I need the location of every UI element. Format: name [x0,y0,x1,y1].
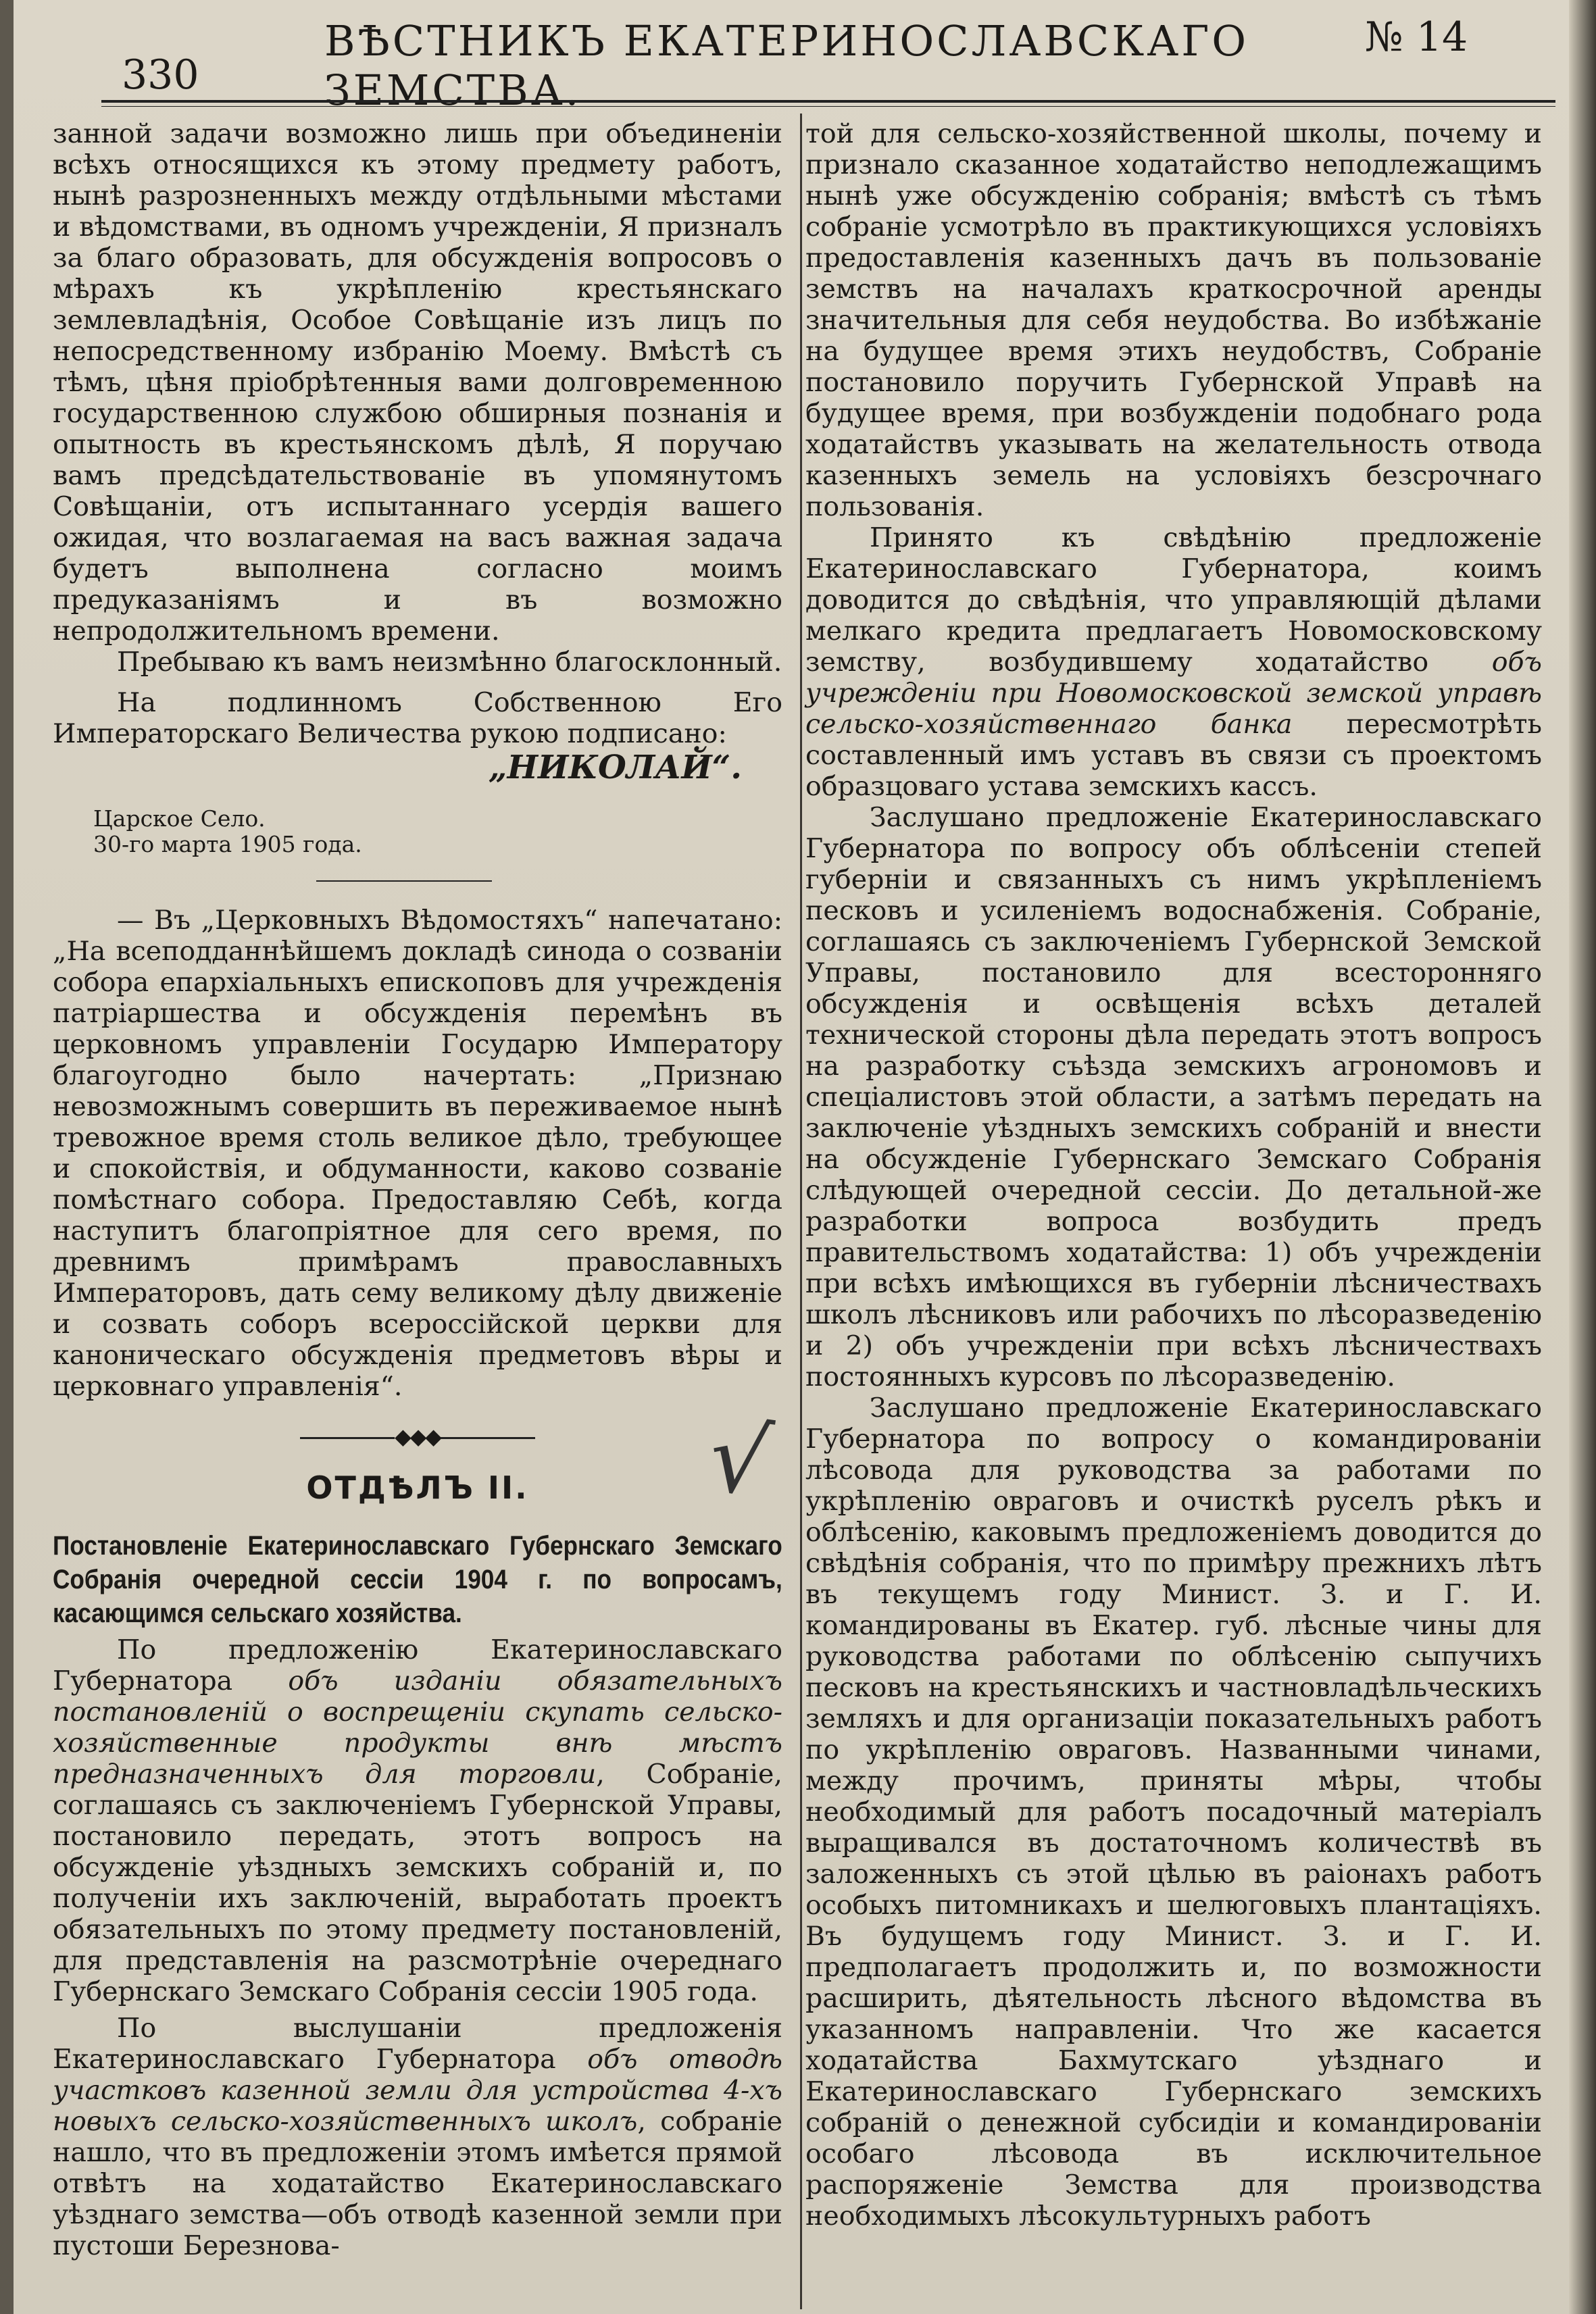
header-rule [101,100,1555,107]
left-column [53,118,782,2261]
left-paragraph-2: Пребываю къ вамъ неизмѣнно благосклонный. [117,647,782,678]
date: 30-го марта 1905 года. [93,831,362,857]
ornament-divider: ◆◆◆ [53,1421,782,1452]
issue-number: № 14 [1365,14,1468,61]
p6-text-b: , собранiе нашло, что въ предложенiи этомъ имѣется прямой отвѣтъ на ходатайство Екатеринославскаго уѣзднаго земства—объ отводѣ казенной земли при пустоши Березнова- [53,2106,782,2261]
right-paragraph-2 [805,522,1542,802]
rp2-text-b: пересмотрѣть составленный имъ уставъ въ связи съ проектомъ образцоваго устава земскихъ кассъ. [805,709,1542,802]
p6-italic: объ отводѣ участковъ казенной земли для устройства 4-хъ новыхъ сельско-хозяйственныхъ школъ [53,2044,782,2137]
right-paragraph-4: Заслушано предложенiе Екатеринославскаго Губернатора по вопросу о командированiи лѣсовода для руководства за работами по укрѣпленiю овраговъ и очисткѣ руселъ рѣкъ и облѣсенiю, каковымъ предложенiемъ доводится до свѣдѣнiя собранiя, что по примѣру прежнихъ лѣтъ въ текущемъ году Минист. З. и Г. И. командированы въ Екатер. губ. лѣсные чины для руководства работами по облѣсенiю сыпучихъ песковъ на крестьянскихъ и частновладѣльческихъ земляхъ и для организацiи показательныхъ работъ по укрѣпленiю овраговъ. Названными чинами, между прочимъ, приняты мѣры, чтобы необходимый для работъ посадочный матерiалъ выращивался въ достаточномъ количествѣ въ заложенныхъ съ этой цѣлью въ раiонахъ работъ особыхъ питомникахъ и шелюговыхъ плантацiяхъ. Въ будущемъ году Минист. З. и Г. И. предполагаетъ продолжить и, по возможности расширить, дѣятельность лѣсного вѣдомства въ указанномъ направленiи. Что же касается ходатайства Бахмутскаго уѣзднаго и Екатеринославскаго Губернскаго земскихъ собранiй о денежной субсидiи и командированiи особаго лѣсовода въ исключительное распоряженiе Земства для производства необходимыхъ лѣсокультурныхъ работъ [805,1392,1542,2232]
signature: „НИКОЛАЙ“. [489,749,742,786]
right-paragraph-1: той для сельско-хозяйственной школы, почему и признало сказанное ходатайство неподлежащимъ нынѣ уже обсужденiю собранiя; вмѣстѣ съ тѣмъ собранiе усмотрѣло въ практикующихся условiяхъ предоставленiя казенныхъ дачъ въ пользованiе земствъ на началахъ краткосрочной аренды значительныя для себя неудобства. Во избѣжанiе на будущее время этихъ неудобствъ, Собранiе постановило поручить Губернской Управѣ на будущее время, при возбужденiи подобнаго рода ходатайствъ указывать на желательность отвода казенныхъ земель на условiяхъ безсрочнаго пользованiя. [805,118,1542,522]
separator-rule [316,880,492,882]
right-paragraph-3: Заслушано предложенiе Екатеринославскаго Губернатора по вопросу объ облѣсенiи степей губернiи и связанныхъ съ нимъ укрѣпленiемъ песковъ и усиленiемъ водоснабженiя. Собранiе, соглашаясь съ заключенiемъ Губернской Земской Управы, постановило для всесторонняго обсужденiя и освѣщенiя всѣхъ деталей технической стороны дѣла передать этотъ вопросъ на разработку съѣзда земскихъ агрономовъ и спецiалистовъ этой области, а затѣмъ передать на заключенiе уѣздныхъ земскихъ собранiй и внести на обсужденiе Губернскаго Земскаго Собранiя слѣдующей очередной сессiи. До детальной-же разработки вопроса возбудить предъ правительствомъ ходатайства: 1) объ учрежденiи при всѣхъ имѣющихся въ губернiи лѣсничествахъ школъ лѣсниковъ или рабочихъ по лѣсоразведенiю и 2) объ учрежденiи при всѣхъ лѣсничествахъ постоянныхъ курсовъ по лѣсоразведенiю. [805,802,1542,1392]
rp2-italic: объ учрежденiи при Новомосковской земской управѣ сельско-хозяйственнаго банка [805,647,1542,740]
place: Царское Село. [93,805,266,832]
column-divider [800,114,802,2309]
left-paragraph-3: На подлинномъ Собственною Его Императорскаго Величества рукою подписано: [53,687,782,749]
p5-text-a: По предложенiю Екатеринославскаго Губернатора [53,1634,782,1696]
p6-text-a: По выслушанiи предложенiя Екатеринославскаго Губернатора [53,2013,782,2075]
handwritten-checkmark: √ [702,1401,778,1519]
section-title: ОТДѢЛЪ II. [306,1469,529,1506]
left-paragraph-1: занной задачи возможно лишь при объединенiи всѣхъ относящихся къ этому предмету работъ, нынѣ разрозненныхъ между отдѣльными мѣстами и вѣдомствами, въ одномъ учрежденiи, Я призналъ за благо образовать, для обсужденiя вопросовъ о мѣрахъ къ укрѣпленiю крестьянскаго землевладѣнiя, Особое Совѣщанiе изъ лицъ по непосредственному избранiю Моему. Вмѣстѣ съ тѣмъ, цѣня прiобрѣтенныя вами долговременною государственною службою обширныя познанiя и опытность въ крестьянскомъ дѣлѣ, Я поручаю вамъ предсѣдательствованiе въ упомянутомъ Совѣщанiи, отъ испытаннаго усердiя вашего ожидая, что возлагаемая на васъ важная задача будетъ выполнена согласно моимъ предуказанiямъ и въ возможно непродолжительномъ времени. [53,118,782,647]
page-header [101,4,1520,115]
left-paragraph-6 [53,2013,782,2261]
page-number: 330 [122,51,199,99]
place-date [93,806,782,857]
left-paragraph-4: — Въ „Церковныхъ Вѣдомостяхъ“ напечатано: „На всеподданнѣйшемъ докладѣ синода о созванiи собора епархiальныхъ епископовъ для учрежденiя патрiаршества и обсужденiя перемѣнъ въ церковномъ управленiи Государю Императору благоугодно было начертать: „Признаю невозможнымъ совершить въ переживаемое нынѣ тревожное время столь великое дѣло, требующее и спокойствiя, и обдуманности, каково созванiе помѣстнаго собора. Предоставляю Себѣ, когда наступитъ благопрiятное для сего время, по древнимъ примѣрамъ православныхъ Императоровъ, дать сему великому дѣлу движенiе и созвать соборъ всероссiйской церкви для каноническаго обсужденiя предметовъ вѣры и церковнаго управленiя“. [53,905,782,1402]
p5-text-b: , Собранiе, соглашаясь съ заключенiемъ Губернской Управы, постановило передать, этотъ вопросъ на обсужденiе уѣздныхъ земскихъ собранiй и, по полученiи ихъ заключенiй, выработать проектъ обязательныхъ по этому предмету постановленiй, для представленiя на разсмотрѣнiе очереднаго Губернскаго Земскаго Собранiя сессiи 1905 года. [53,1759,782,2007]
page-edge-shadow-right [1569,0,1596,2314]
p5-italic: объ изданiи обязательныхъ постановленiй о воспрещенiи скупать сельско-хозяйственные продукты внѣ мѣстъ предназначенныхъ для торговли [53,1665,782,1790]
rp2-text-a: Принято къ свѣдѣнiю предложенiе Екатеринославскаго Губернатора, коимъ доводится до свѣдѣнiя, что управляющiй дѣлами мелкаго кредита предлагаетъ Новомосковскому земству, возбудившему ходатайство [805,522,1542,678]
left-paragraph-5 [53,1634,782,2007]
right-column [805,118,1542,2232]
decree-title: Постановленiе Екатеринославскаго Губернскаго Земскаго Собранiя очередной сессiи 1904 г. по вопросамъ, касающимся сельскаго хозяйства. [53,1531,782,1628]
page-edge-shadow-left [0,0,14,2314]
journal-title: ВѢСТНИКЪ ЕКАТЕРИНОСЛАВСКАГО ЗЕМСТВА. [324,16,1249,115]
